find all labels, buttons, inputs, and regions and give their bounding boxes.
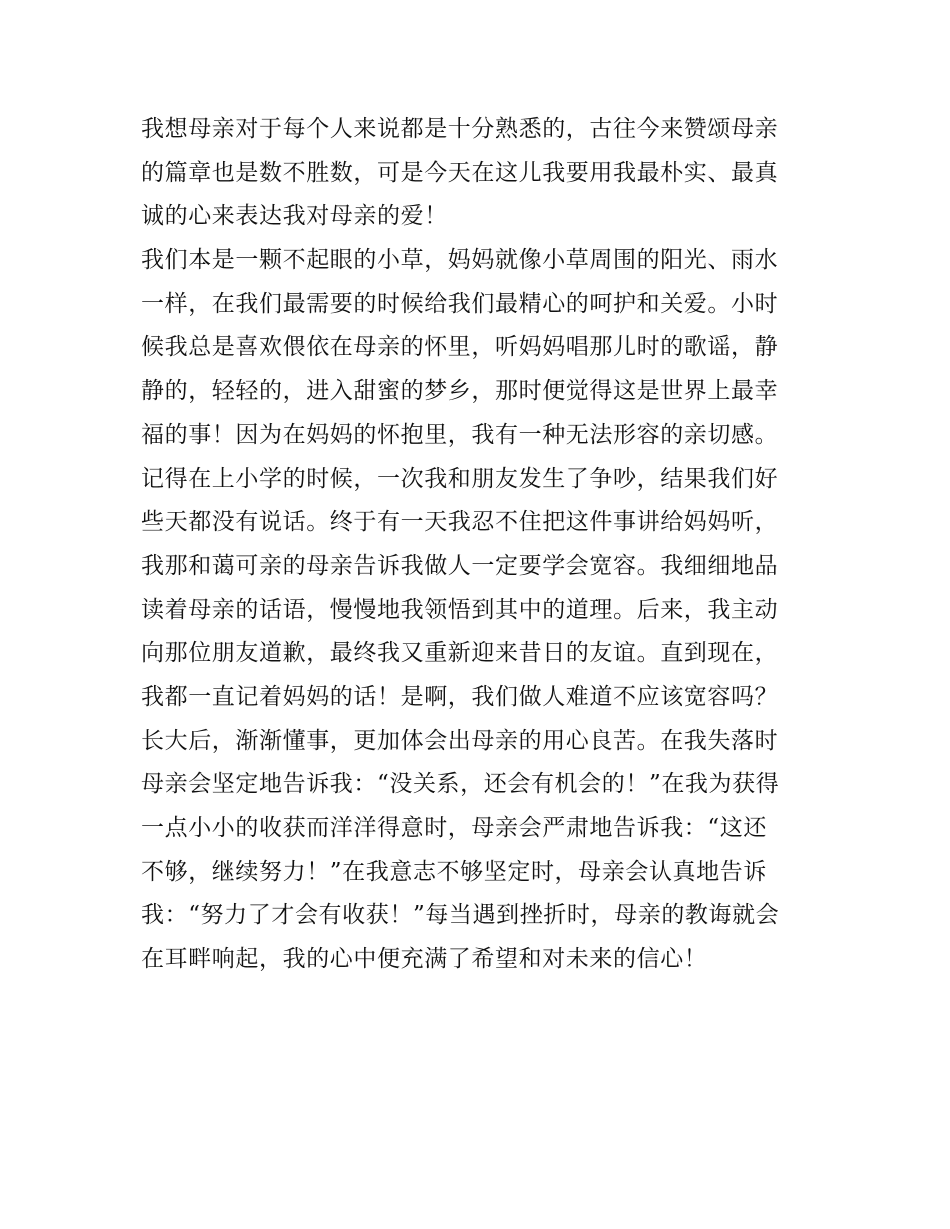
- text-line: 我都一直记着妈妈的话！是啊，我们做人难道不应该宽容吗？: [141, 683, 779, 710]
- text-line: 向那位朋友道歉，最终我又重新迎来昔日的友谊。直到现在，: [141, 640, 779, 667]
- text-line: 福的事！因为在妈妈的怀抱里，我有一种无法形容的亲切感。: [141, 421, 779, 448]
- text-line: 静的，轻轻的，进入甜蜜的梦乡，那时便觉得这是世界上最幸: [141, 378, 779, 405]
- text-line: 我想母亲对于每个人来说都是十分熟悉的，古往今来赞颂母亲: [141, 116, 779, 142]
- text-line: 一点小小的收获而洋洋得意时，母亲会严肃地告诉我：“这还: [141, 815, 767, 841]
- text-line: 我：“努力了才会有收获！”每当遇到挫折时，母亲的教诲就会: [141, 902, 780, 929]
- text-line: 不够，继续努力！”在我意志不够坚定时，母亲会认真地告诉: [141, 858, 767, 885]
- text-line: 记得在上小学的时候，一次我和朋友发生了争吵，结果我们好: [141, 465, 779, 492]
- document-body: [141, 108, 821, 982]
- text-line: 诚的心来表达我对母亲的爱！: [141, 203, 448, 230]
- text-line: 母亲会坚定地告诉我：“没关系，还会有机会的！”在我为获得: [141, 771, 780, 798]
- text-line: 读着母亲的话语，慢慢地我领悟到其中的道理。后来，我主动: [141, 596, 779, 623]
- text-line: 些天都没有说话。终于有一天我忍不住把这件事讲给妈妈听，: [141, 509, 779, 536]
- text-line: 长大后，渐渐懂事，更加体会出母亲的用心良苦。在我失落时: [141, 727, 779, 754]
- text-line: 我们本是一颗不起眼的小草，妈妈就像小草周围的阳光、雨水: [141, 247, 779, 274]
- text-line: 我那和蔼可亲的母亲告诉我做人一定要学会宽容。我细细地品: [141, 552, 779, 579]
- text-line: 一样，在我们最需要的时候给我们最精心的呵护和关爱。小时: [141, 290, 779, 317]
- text-line: 的篇章也是数不胜数，可是今天在这儿我要用我最朴实、最真: [141, 159, 779, 186]
- text-line: 在耳畔响起，我的心中便充满了希望和对未来的信心！: [141, 946, 708, 973]
- text-line: 候我总是喜欢偎依在母亲的怀里，听妈妈唱那儿时的歌谣，静: [141, 334, 779, 361]
